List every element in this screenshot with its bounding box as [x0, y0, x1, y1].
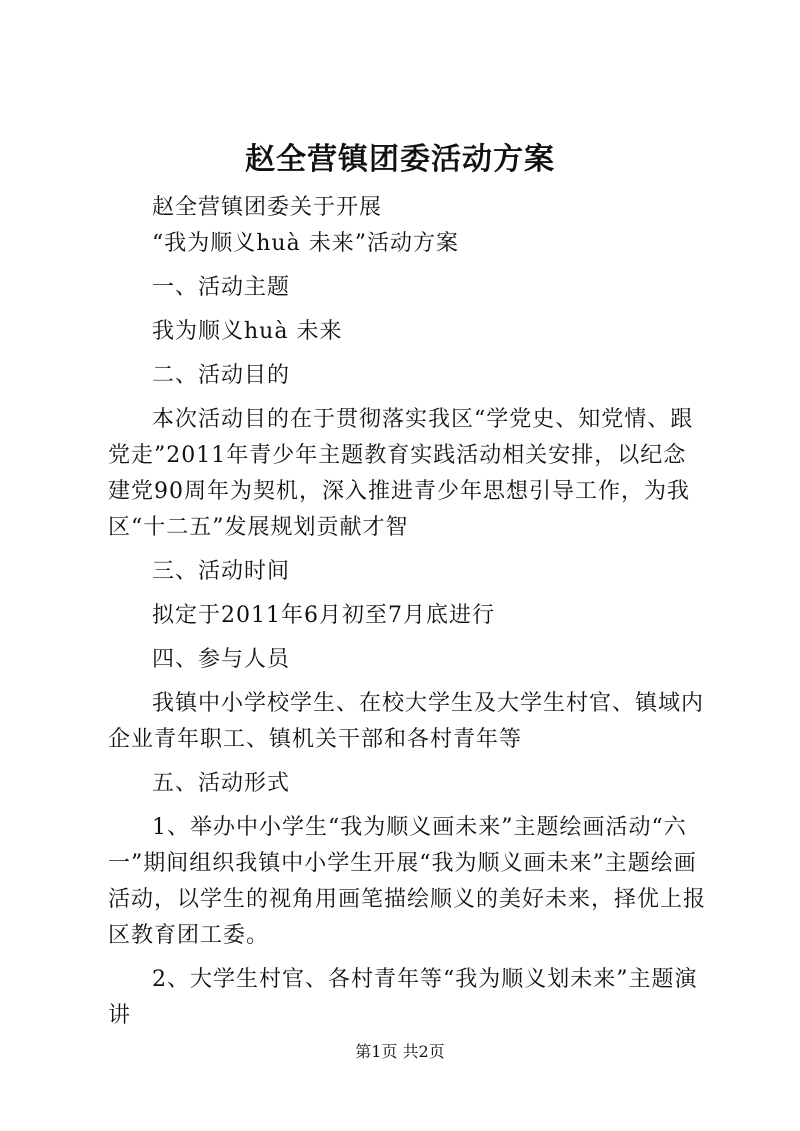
- purpose-text: 本次活动目的在于贯彻落实我区“学党史、知党情、跟党走”2011年青少年主题教育实践活动相关安排，以纪念建党90周年为契机，深入推进青少年思想引导工作，为我区“十二五”发展规划贡献才智: [108, 407, 694, 540]
- intro-line-2: “我为顺义huà 未来”活动方案: [152, 231, 459, 256]
- document-body: [108, 190, 708, 1034]
- time-text: 拟定于2011年6月初至7月底进行: [152, 603, 495, 628]
- section-heading-participants: 四、参与人员: [152, 647, 291, 672]
- participants-text: 我镇中小学校学生、在校大学生及大学生村官、镇域内企业青年职工、镇机关干部和各村青年等: [108, 691, 705, 752]
- section-heading-purpose: 二、活动目的: [152, 363, 291, 388]
- page-footer: 第1页 共2页: [355, 1042, 445, 1061]
- section-heading-theme: 一、活动主题: [152, 275, 291, 300]
- section-heading-time: 三、活动时间: [152, 559, 291, 584]
- format-item-1: 1、举办中小学生“我为顺义画未来”主题绘画活动“六一”期间组织我镇中小学生开展“我为顺义画未来”主题绘画活动，以学生的视角用画笔描绘顺义的美好未来，择优上报区教育团工委。: [108, 815, 707, 948]
- theme-text: 我为顺义huà 未来: [152, 319, 343, 344]
- document-title: 赵全营镇团委活动方案: [245, 142, 555, 177]
- section-heading-format: 五、活动形式: [152, 771, 291, 796]
- intro-line-1: 赵全营镇团委关于开展: [152, 195, 383, 220]
- format-item-2: 2、大学生村官、各村青年等“我为顺义划未来”主题演讲: [108, 967, 698, 1028]
